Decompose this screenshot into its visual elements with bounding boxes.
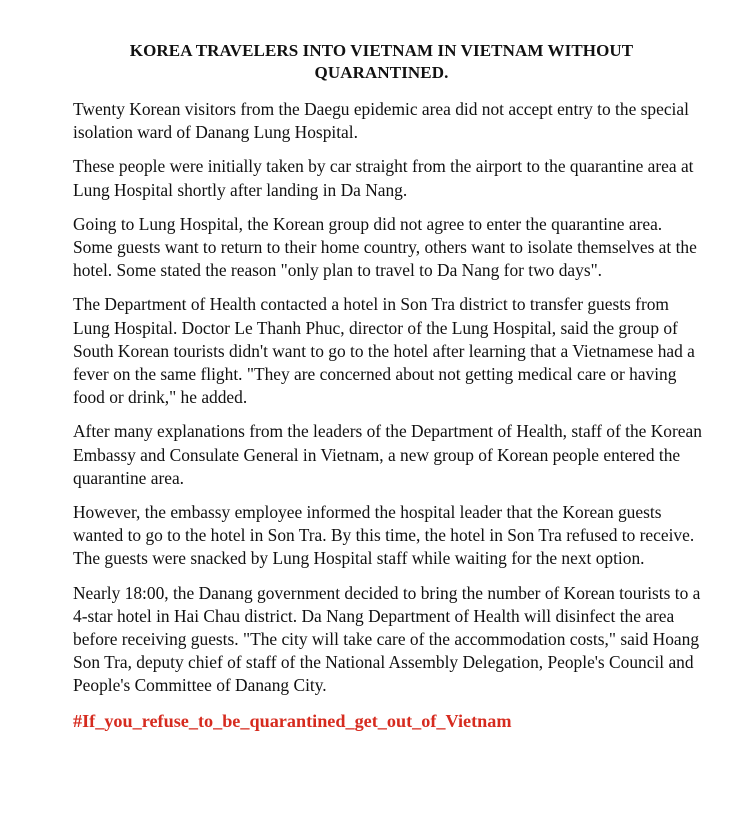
paragraph-4: The Department of Health contacted a hotel in Son Tra district to transfer guests from Lung Hospital. Doctor Le Thanh Phuc, director of the Lung Hospital, said the group of South Korean tourists didn't want to go to the hotel after learning that a Vietnamese had a fever on the same flight. "They are concerned about not getting medical care or having food or drink," he added. xyxy=(73,294,695,408)
paragraph-5: After many explanations from the leaders of the Department of Health, staff of the Korean Embassy and Consulate General in Vietnam, a new group of Korean people entered the quarantine area. xyxy=(73,421,702,488)
paragraph-7: Nearly 18:00, the Danang government decided to bring the number of Korean tourists to a 4-star hotel in Hai Chau district. Da Nang Department of Health will disinfect the area before receiving guests. "The city will take care of the accommodation costs," said Hoang Son Tra, deputy chief of staff of the National Assembly Delegation, People's Council and People's Committee of Danang City. xyxy=(73,582,701,696)
paragraph-1: Twenty Korean visitors from the Daegu epidemic area did not accept entry to the special isolation ward of Danang Lung Hospital. xyxy=(73,99,689,143)
paragraph-6: However, the embassy employee informed the hospital leader that the Korean guests wanted to go to the hotel in Son Tra. By this time, the hotel in Son Tra refused to receive. The guests were snacked by Lung Hospital staff while waiting for the next option. xyxy=(73,502,695,569)
paragraph-3: Going to Lung Hospital, the Korean group did not agree to enter the quarantine area. Some guests want to return to their home country, others want to isolate themselves at the hotel. Some stated the reason "only plan to travel to Da Nang for two days". xyxy=(73,213,697,281)
paragraph-2: These people were initially taken by car straight from the airport to the quarantine area at Lung Hospital shortly after landing in Da Nang. xyxy=(73,156,694,200)
hashtag: #If_you_refuse_to_be_quarantined_get_out_of_Vietnam xyxy=(73,710,512,731)
article-title: KOREA TRAVELERS INTO VIETNAM IN VIETNAM WITHOUT QUARANTINED. xyxy=(129,41,634,82)
